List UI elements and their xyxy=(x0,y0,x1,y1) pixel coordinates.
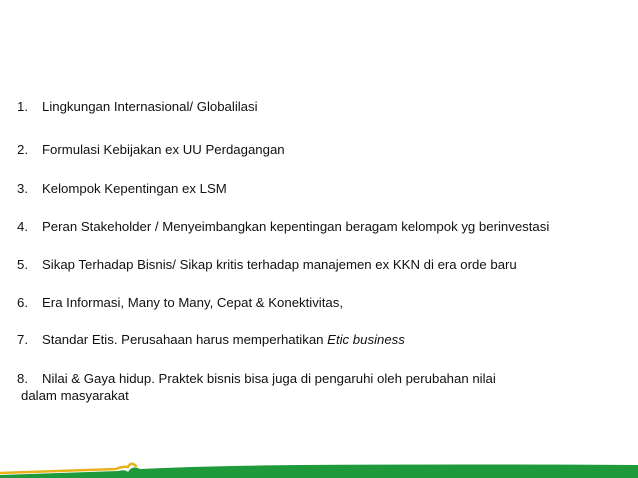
list-item-number: 2. xyxy=(17,142,28,157)
list-item-text: Peran Stakeholder / Menyeimbangkan kepentingan beragam kelompok yg berinvestasi xyxy=(42,219,550,234)
list-item xyxy=(17,294,343,311)
list-item xyxy=(17,218,549,235)
list-item xyxy=(17,331,405,348)
list-item-text: Kelompok Kepentingan ex LSM xyxy=(42,181,227,196)
list-item xyxy=(17,98,258,115)
list-item-text: Standar Etis. Perusahaan harus memperhatikan xyxy=(42,332,328,347)
list-item xyxy=(17,180,227,197)
list-item-number: 6. xyxy=(17,295,28,310)
list-item-number: 7. xyxy=(17,332,28,347)
list-item-text: Nilai & Gaya hidup. Praktek bisnis bisa juga di pengaruhi oleh perubahan nilai xyxy=(42,371,496,386)
list-item-number: 8. xyxy=(17,371,28,386)
list-item-continuation: dalam masyarakat xyxy=(21,388,129,403)
list-item-text: Lingkungan Internasional/ Globalilasi xyxy=(42,99,258,114)
list-item xyxy=(17,141,285,158)
list-item-number: 5. xyxy=(17,257,28,272)
list-item-number: 1. xyxy=(17,99,28,114)
list-item-italic-text: Etic business xyxy=(327,332,405,347)
footer-green-band xyxy=(0,465,638,478)
list-item-number: 3. xyxy=(17,181,28,196)
list-item xyxy=(17,256,517,273)
footer-decoration xyxy=(0,452,638,478)
list-item-text: Sikap Terhadap Bisnis/ Sikap kritis terhadap manajemen ex KKN di era orde baru xyxy=(42,257,517,272)
list-item-number: 4. xyxy=(17,219,28,234)
list-item xyxy=(17,370,496,404)
list-item-text: Era Informasi, Many to Many, Cepat & Konektivitas, xyxy=(42,295,343,310)
list-item-text: Formulasi Kebijakan ex UU Perdagangan xyxy=(42,142,285,157)
